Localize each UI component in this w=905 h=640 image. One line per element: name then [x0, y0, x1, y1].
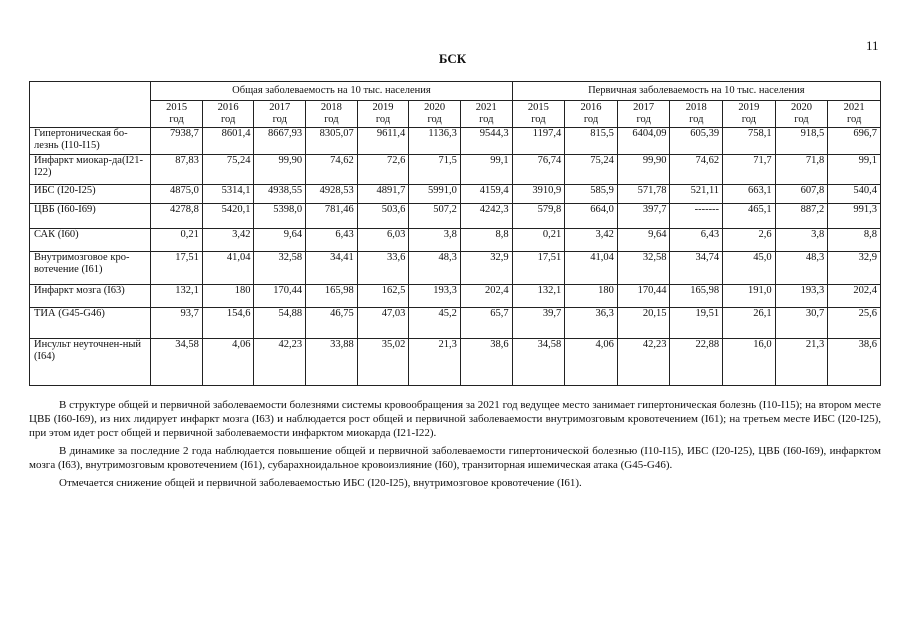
general-value-cell: 193,3 [409, 285, 461, 308]
general-year-header [460, 101, 512, 128]
general-value-cell: 132,1 [151, 285, 203, 308]
row-label: ЦВБ (I60-I69) [30, 204, 151, 229]
general-morbidity-header: Общая заболеваемость на 10 тыс. населения [151, 82, 512, 101]
general-value-cell: 5398,0 [254, 204, 306, 229]
primary-value-cell: 16,0 [723, 339, 776, 386]
primary-value-cell: 76,74 [512, 155, 565, 185]
general-value-cell: 65,7 [460, 308, 512, 339]
primary-value-cell: 132,1 [512, 285, 565, 308]
primary-value-cell: 71,8 [775, 155, 828, 185]
general-value-cell: 4938,55 [254, 185, 306, 204]
primary-value-cell: 696,7 [828, 128, 881, 155]
primary-value-cell: 41,04 [565, 252, 618, 285]
year-label: 2015 [166, 102, 188, 113]
general-value-cell: 93,7 [151, 308, 203, 339]
general-value-cell: 34,41 [306, 252, 358, 285]
primary-value-cell: 75,24 [565, 155, 618, 185]
primary-year-header [723, 101, 776, 128]
primary-value-cell: 3910,9 [512, 185, 565, 204]
general-value-cell: 6,43 [306, 229, 358, 252]
primary-value-cell: 202,4 [828, 285, 881, 308]
primary-value-cell: 663,1 [723, 185, 776, 204]
table-row [30, 128, 881, 155]
year-suffix: год [375, 114, 391, 125]
general-value-cell: 48,3 [409, 252, 461, 285]
primary-value-cell: 19,51 [670, 308, 723, 339]
primary-value-cell: 540,4 [828, 185, 881, 204]
general-value-cell: 202,4 [460, 285, 512, 308]
paragraph: В динамике за последние 2 года наблюдается повышение общей и первичной заболеваемости гипертонической болезнью (I10-I15), ИБС (I20-I25), ЦВБ (I60-I69), инфарктом мозга (I63), внутримозговым кровотечением (I61), субарахноидальное кровоизлияние (I60), транзиторная ишемическая атака (G45-G46). [29, 445, 881, 471]
primary-morbidity-header: Первичная заболеваемость на 10 тыс. населения [512, 82, 880, 101]
primary-value-cell: ------- [670, 204, 723, 229]
morbidity-table [29, 81, 881, 386]
row-label: Инфаркт миокар-да(I21-I22) [30, 155, 151, 185]
general-value-cell: 9544,3 [460, 128, 512, 155]
general-year-header [151, 101, 203, 128]
year-suffix: год [583, 114, 599, 125]
primary-value-cell: 9,64 [617, 229, 670, 252]
primary-value-cell: 0,21 [512, 229, 565, 252]
general-value-cell: 8601,4 [202, 128, 254, 155]
primary-value-cell: 48,3 [775, 252, 828, 285]
year-label: 2017 [633, 102, 655, 113]
primary-year-header [512, 101, 565, 128]
primary-value-cell: 521,11 [670, 185, 723, 204]
general-value-cell: 72,6 [357, 155, 409, 185]
table-row [30, 155, 881, 185]
year-label: 2015 [527, 102, 549, 113]
general-value-cell: 9611,4 [357, 128, 409, 155]
year-suffix: год [794, 114, 809, 125]
general-value-cell: 4242,3 [460, 204, 512, 229]
general-value-cell: 33,6 [357, 252, 409, 285]
general-value-cell: 4159,4 [460, 185, 512, 204]
year-suffix: год [324, 114, 339, 125]
primary-value-cell: 26,1 [723, 308, 776, 339]
general-value-cell: 5991,0 [409, 185, 461, 204]
year-label: 2018 [685, 102, 707, 113]
row-label: САК (I60) [30, 229, 151, 252]
row-label: Внутримозговое кро-вотечение (I61) [30, 252, 151, 285]
page-number: 11 [866, 38, 879, 53]
row-label: Инфаркт мозга (I63) [30, 285, 151, 308]
general-value-cell: 9,64 [254, 229, 306, 252]
primary-value-cell: 74,62 [670, 155, 723, 185]
year-label: 2019 [738, 102, 760, 113]
primary-value-cell: 30,7 [775, 308, 828, 339]
primary-value-cell: 605,39 [670, 128, 723, 155]
general-value-cell: 54,88 [254, 308, 306, 339]
primary-value-cell: 1197,4 [512, 128, 565, 155]
year-label: 2021 [475, 102, 497, 113]
primary-value-cell: 191,0 [723, 285, 776, 308]
primary-value-cell: 42,23 [617, 339, 670, 386]
primary-value-cell: 38,6 [828, 339, 881, 386]
year-suffix: год [741, 114, 757, 125]
primary-value-cell: 4,06 [565, 339, 618, 386]
general-value-cell: 162,5 [357, 285, 409, 308]
general-value-cell: 47,03 [357, 308, 409, 339]
general-year-header [357, 101, 409, 128]
year-suffix: год [689, 114, 704, 125]
general-value-cell: 5420,1 [202, 204, 254, 229]
table-row [30, 185, 881, 204]
primary-value-cell: 180 [565, 285, 618, 308]
primary-value-cell: 579,8 [512, 204, 565, 229]
year-suffix: год [846, 114, 862, 125]
general-year-header [306, 101, 358, 128]
year-label: 2016 [217, 102, 239, 113]
primary-year-header [565, 101, 618, 128]
year-label: 2016 [580, 102, 602, 113]
general-value-cell: 781,46 [306, 204, 358, 229]
general-value-cell: 154,6 [202, 308, 254, 339]
year-suffix: год [427, 114, 442, 125]
general-value-cell: 503,6 [357, 204, 409, 229]
primary-value-cell: 758,1 [723, 128, 776, 155]
general-value-cell: 8667,93 [254, 128, 306, 155]
primary-value-cell: 39,7 [512, 308, 565, 339]
general-value-cell: 7938,7 [151, 128, 203, 155]
primary-value-cell: 3,8 [775, 229, 828, 252]
year-suffix: год [221, 114, 236, 125]
general-year-header [202, 101, 254, 128]
general-value-cell: 1136,3 [409, 128, 461, 155]
row-label: ИБС (I20-I25) [30, 185, 151, 204]
primary-value-cell: 45,0 [723, 252, 776, 285]
row-label: Гипертоническая бо-лезнь (I10-I15) [30, 128, 151, 155]
primary-year-header [828, 101, 881, 128]
general-value-cell: 38,6 [460, 339, 512, 386]
general-value-cell: 4875,0 [151, 185, 203, 204]
general-value-cell: 4891,7 [357, 185, 409, 204]
year-suffix: год [272, 114, 287, 125]
year-suffix: год [531, 114, 546, 125]
primary-value-cell: 36,3 [565, 308, 618, 339]
page-title: БСК [438, 51, 467, 66]
general-value-cell: 34,58 [151, 339, 203, 386]
general-value-cell: 45,2 [409, 308, 461, 339]
year-label: 2021 [843, 102, 865, 113]
general-value-cell: 8305,07 [306, 128, 358, 155]
primary-value-cell: 32,9 [828, 252, 881, 285]
table-row [30, 339, 881, 386]
general-value-cell: 4928,53 [306, 185, 358, 204]
primary-value-cell: 991,3 [828, 204, 881, 229]
primary-value-cell: 25,6 [828, 308, 881, 339]
primary-value-cell: 32,58 [617, 252, 670, 285]
primary-value-cell: 571,78 [617, 185, 670, 204]
table-row [30, 308, 881, 339]
general-value-cell: 74,62 [306, 155, 358, 185]
primary-value-cell: 3,42 [565, 229, 618, 252]
paragraph: В структуре общей и первичной заболеваемости болезнями системы кровообращения за 2021 год ведущее место занимает гипертоническая болезнь (I10-I15); на втором месте ЦВБ (I60-I69), из них лидирует инфаркт мозга (I63) и наблюдается рост общей и первичной заболеваемости внутримозговым кровотечением (I61); на третьем месте ИБС (I20-I25), при этом идет рост общей и первичной заболеваемости инфарктом миокарда (I21-I22). [29, 399, 881, 439]
general-value-cell: 507,2 [409, 204, 461, 229]
general-value-cell: 99,1 [460, 155, 512, 185]
general-value-cell: 71,5 [409, 155, 461, 185]
year-label: 2020 [790, 102, 812, 113]
table-row [30, 252, 881, 285]
primary-value-cell: 17,51 [512, 252, 565, 285]
general-value-cell: 99,90 [254, 155, 306, 185]
general-value-cell: 35,02 [357, 339, 409, 386]
table-row [30, 229, 881, 252]
general-year-header [254, 101, 306, 128]
primary-value-cell: 887,2 [775, 204, 828, 229]
table-group-header-row [30, 82, 881, 101]
table-row [30, 285, 881, 308]
primary-value-cell: 99,1 [828, 155, 881, 185]
year-label: 2018 [320, 102, 342, 113]
year-suffix: год [479, 114, 494, 125]
primary-value-cell: 918,5 [775, 128, 828, 155]
general-value-cell: 46,75 [306, 308, 358, 339]
year-label: 2017 [269, 102, 291, 113]
general-value-cell: 3,8 [409, 229, 461, 252]
primary-value-cell: 193,3 [775, 285, 828, 308]
general-value-cell: 87,83 [151, 155, 203, 185]
primary-value-cell: 397,7 [617, 204, 670, 229]
general-value-cell: 170,44 [254, 285, 306, 308]
primary-value-cell: 607,8 [775, 185, 828, 204]
general-value-cell: 4278,8 [151, 204, 203, 229]
primary-value-cell: 34,74 [670, 252, 723, 285]
commentary-text [29, 398, 881, 494]
general-value-cell: 41,04 [202, 252, 254, 285]
primary-value-cell: 664,0 [565, 204, 618, 229]
primary-value-cell: 71,7 [723, 155, 776, 185]
primary-value-cell: 815,5 [565, 128, 618, 155]
table-year-header-row [30, 101, 881, 128]
general-value-cell: 3,42 [202, 229, 254, 252]
year-label: 2020 [424, 102, 446, 113]
primary-year-header [775, 101, 828, 128]
primary-value-cell: 22,88 [670, 339, 723, 386]
general-value-cell: 6,03 [357, 229, 409, 252]
general-value-cell: 165,98 [306, 285, 358, 308]
general-year-header [409, 101, 461, 128]
primary-value-cell: 99,90 [617, 155, 670, 185]
primary-value-cell: 34,58 [512, 339, 565, 386]
general-value-cell: 32,9 [460, 252, 512, 285]
primary-value-cell: 585,9 [565, 185, 618, 204]
general-value-cell: 0,21 [151, 229, 203, 252]
primary-year-header [670, 101, 723, 128]
general-value-cell: 32,58 [254, 252, 306, 285]
table-corner-cell [30, 82, 151, 128]
year-label: 2019 [372, 102, 394, 113]
primary-year-header [617, 101, 670, 128]
primary-value-cell: 6,43 [670, 229, 723, 252]
primary-value-cell: 170,44 [617, 285, 670, 308]
general-value-cell: 42,23 [254, 339, 306, 386]
primary-value-cell: 6404,09 [617, 128, 670, 155]
primary-value-cell: 20,15 [617, 308, 670, 339]
year-suffix: год [169, 114, 184, 125]
primary-value-cell: 21,3 [775, 339, 828, 386]
general-value-cell: 180 [202, 285, 254, 308]
general-value-cell: 4,06 [202, 339, 254, 386]
general-value-cell: 5314,1 [202, 185, 254, 204]
row-label: Инсульт неуточнен-ный (I64) [30, 339, 151, 386]
primary-value-cell: 2,6 [723, 229, 776, 252]
general-value-cell: 17,51 [151, 252, 203, 285]
table-row [30, 204, 881, 229]
primary-value-cell: 465,1 [723, 204, 776, 229]
general-value-cell: 21,3 [409, 339, 461, 386]
general-value-cell: 8,8 [460, 229, 512, 252]
primary-value-cell: 165,98 [670, 285, 723, 308]
row-label: ТИА (G45-G46) [30, 308, 151, 339]
year-suffix: год [636, 114, 651, 125]
general-value-cell: 75,24 [202, 155, 254, 185]
general-value-cell: 33,88 [306, 339, 358, 386]
primary-value-cell: 8,8 [828, 229, 881, 252]
paragraph: Отмечается снижение общей и первичной заболеваемостью ИБС (I20-I25), внутримозговое кровотечение (I61). [59, 477, 582, 489]
